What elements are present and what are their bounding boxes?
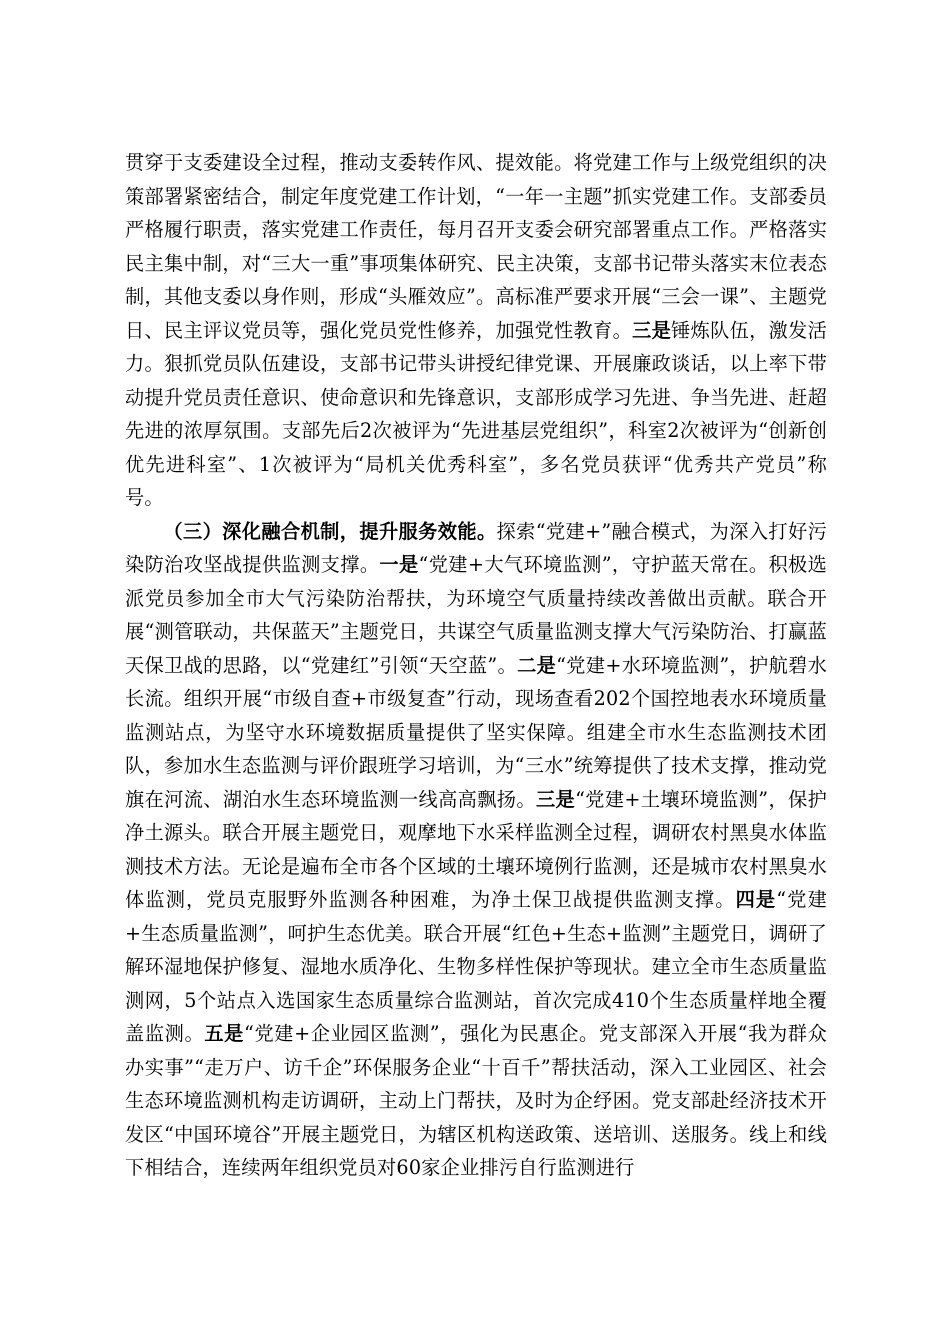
paragraph-2-segment-7-bold: 三是 [535, 787, 576, 811]
paragraph-2-segment-9-bold: 四是 [735, 888, 777, 911]
paragraph-2-segment-5-bold: 二是 [517, 653, 557, 677]
document-page [125, 146, 827, 1185]
paragraph-2-segment-10: “党建+生态质量监测”，呵护生态优美。联合开展“红色+生态+监测”主题党日，调研了解环湿地保护修复、湿地水质净化、生物多样性保护等现状。建立全市生态质量监测网，5个站点入选国家生态质量综合监测站，首次完成410个生态质量样地全覆盖监测。 [125, 888, 827, 1045]
paragraph-1-segment-1: 贯穿于支委建设全过程，推动支委转作风、提效能。将党建工作与上级党组织的决策部署紧密结合，制定年度党建工作计划，“一年一主题”抓实党建工作。支部委员严格履行职责，落实党建工作责任，每月召开支委会研究部署重点工作。严格落实民主集中制，对“三大一重”事项集体研究、民主决策，支部书记带头落实末位表态制，其他支委以身作则，形成“头雁效应”。高标准严要求开展“三会一课”、主题党日、民主评议党员等，强化党员党性修养，加强党性教育。 [125, 151, 827, 342]
paragraph-continuation [125, 146, 827, 515]
paragraph-2-segment-3-bold: 一是 [379, 553, 419, 576]
paragraph-2-segment-2: 探索“党建+”融合模式，为深入打好污染防治攻坚战提供监测支撑。 [125, 519, 828, 576]
paragraph-2-segment-6: “党建+水环境监测”，护航碧水长流。组织开展“市级自查+市级复查”行动，现场查看202个国控地表水环境质量监测站点，为坚守水环境数据质量提供了坚实保障。组建全市水生态监测技术团队，参加水生态监测与评价跟班学习培训，为“三水”统筹提供了技术支撑，推动党旗在河流、湖泊水生态环境监测一线高高飘扬。 [125, 653, 828, 811]
paragraph-2-segment-11-bold: 五是 [204, 1022, 244, 1045]
paragraph-1-segment-2-bold: 三是 [632, 318, 672, 342]
paragraph-section-three [125, 515, 827, 1185]
section-heading: （三）深化融合机制，提升服务效能。 [163, 519, 497, 543]
paragraph-2-segment-4: “党建+大气环境监测”，守护蓝天常在。积极选派党员参加全市大气污染防治帮扶，为环境空气质量持续改善做出贡献。联合开展“测管联动，共保蓝天”主题党日，共谋空气质量监测支撑大气污染防治、打赢蓝天保卫战的思路，以“党建红”引领“天空蓝”。 [125, 553, 827, 677]
paragraph-1-segment-3: 锤炼队伍，激发活力。狠抓党员队伍建设，支部书记带头讲授纪律党课、开展廉政谈话，以上率下带动提升党员责任意识、使命意识和先锋意识，支部形成学习先进、争当先进、赶超先进的浓厚氛围。支部先后2次被评为“先进基层党组织”，科室2次被评为“创新创优先进科室”、1次被评为“局机关优秀科室”，多名党员获评“优秀共产党员”称号。 [125, 318, 827, 509]
paragraph-2-segment-8: “党建+土壤环境监测”，保护净土源头。联合开展主题党日，观摩地下水采样监测全过程，调研农村黑臭水体监测技术方法。无论是遍布全市各个区域的土壤环境例行监测，还是城市农村黑臭水体监测，党员克服野外监测各种困难，为净土保卫战提供监测支撑。 [125, 787, 827, 911]
paragraph-2-segment-12: “党建+企业园区监测”，强化为民惠企。党支部深入开展“我为群众办实事”“走万户、访千企”环保服务企业“十百千”帮扶活动，深入工业园区、社会生态环境监测机构走访调研，主动上门帮扶，及时为企纾困。党支部赴经济技术开发区“中国环境谷”开展主题党日，为辖区机构送政策、送培训、送服务。线上和线下相结合，连续两年组织党员对60家企业排污自行监测进行 [125, 1022, 827, 1179]
